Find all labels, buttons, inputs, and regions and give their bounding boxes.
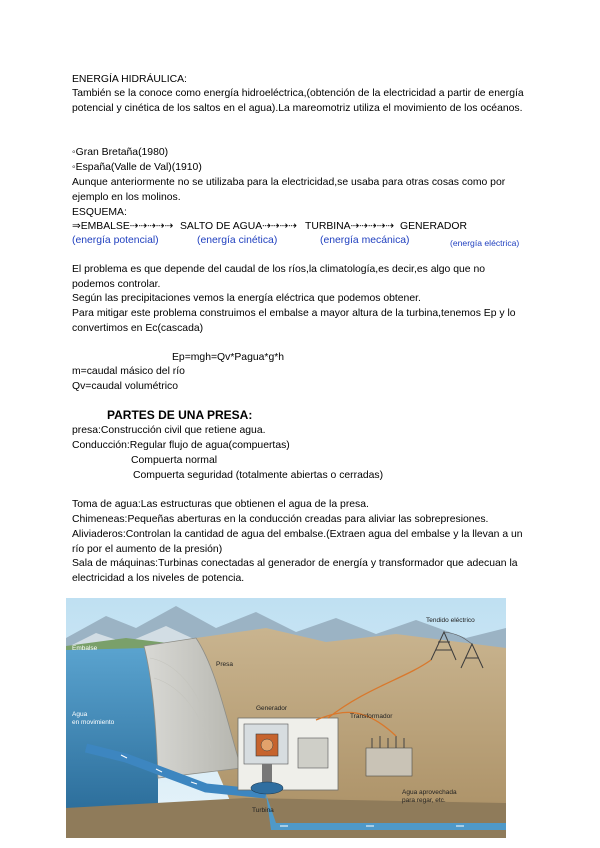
energy-kinetic: (energía cinética) <box>197 235 278 246</box>
label-agua-aprov-1: Agua aprovechada <box>402 789 457 796</box>
energy-mechanical: (energía mecánica) <box>320 235 410 246</box>
label-presa: Presa <box>216 661 233 668</box>
dam-diagram <box>66 598 506 838</box>
label-generador: Generador <box>256 705 288 712</box>
definition-qv: Qv=caudal volumétrico <box>72 381 178 392</box>
part-presa: presa:Construcción civil que retiene agua. <box>72 425 266 436</box>
schema-step-embalse: ⇒EMBALSE⇢⇢⇢⇢⇢ <box>72 221 174 232</box>
part-sala: Sala de máquinas:Turbinas conectadas al generador de energía y transformador que adecuan la electricidad a los niveles de potencia. <box>72 558 518 584</box>
schema-step-generador: GENERADOR <box>400 221 467 232</box>
label-tendido: Tendido eléctrico <box>426 617 475 624</box>
dam-illustration <box>66 598 506 838</box>
label-transformador: Transformador <box>350 713 393 720</box>
mitigation-paragraph: Para mitigar este problema construimos el embalse a mayor altura de la turbina,tenemos Ep y lo convertimos en Ec(cascada) <box>72 308 516 334</box>
energy-electrical: (energía eléctrica) <box>450 238 520 248</box>
problem-paragraph: El problema es que depende del caudal de los ríos,la climatología,es decir,es algo que no podemos controlar. <box>72 264 486 290</box>
reservoir <box>66 648 158 808</box>
parts-heading: PARTES DE UNA PRESA: <box>107 408 253 422</box>
part-aliviaderos: Aliviaderos:Controlan la cantidad de agua del embalse.(Extraen agua del embalse y la llevan a un río por el aumento de la presión) <box>72 529 523 555</box>
note-paragraph: Aunque anteriormente no se utilizaba para la electricidad,se usaba para otras cosas como por ejemplo en los molinos. <box>72 177 506 203</box>
list-item: ◦España(Valle de Val)(1910) <box>72 162 202 173</box>
section-title: ENERGÍA HIDRÁULICA: <box>72 74 187 85</box>
compuerta-normal: Compuerta normal <box>131 455 218 466</box>
precipitation-paragraph: Según las precipitaciones vemos la energía eléctrica que podemos obtener. <box>72 293 421 304</box>
intro-paragraph: También se la conoce como energía hidroeléctrica,(obtención de la electricidad a partir de energía potencial y cinética de los saltos en el agua).La mareomotriz utiliza el movimiento de los océanos. <box>72 88 524 114</box>
schema-step-turbina: TURBINA⇢⇢⇢⇢⇢ <box>305 221 395 232</box>
schema-step-salto: SALTO DE AGUA⇢⇢⇢⇢ <box>180 221 298 232</box>
transformer-yard <box>366 748 412 776</box>
formula: Ep=mgh=Qv*Pagua*g*h <box>172 352 285 363</box>
label-agua-mov-1: Agua <box>72 711 88 718</box>
label-agua-aprov-2: para regar, etc. <box>402 797 446 804</box>
turbine <box>251 782 283 794</box>
definition-m: m=caudal másico del río <box>72 366 185 377</box>
part-toma: Toma de agua:Las estructuras que obtienen el agua de la presa. <box>72 499 369 510</box>
shaft <box>262 764 272 784</box>
part-chimeneas: Chimeneas:Pequeñas aberturas en la conducción creadas para aliviar las sobrepresiones. <box>72 514 489 525</box>
list-item: ◦Gran Bretaña(1980) <box>72 147 169 158</box>
part-conduccion: Conducción:Regular flujo de agua(compuertas) <box>72 440 290 451</box>
label-agua-mov-2: en movimiento <box>72 719 115 726</box>
compuerta-seguridad: Compuerta seguridad (totalmente abiertas o cerradas) <box>133 470 384 481</box>
control-unit <box>298 738 328 768</box>
schema-label: ESQUEMA: <box>72 207 127 218</box>
generator-rotor <box>261 739 273 751</box>
energy-potential: (energía potencial) <box>72 235 159 246</box>
label-embalse: Embalse <box>72 645 98 652</box>
label-turbina: Turbina <box>252 807 274 814</box>
